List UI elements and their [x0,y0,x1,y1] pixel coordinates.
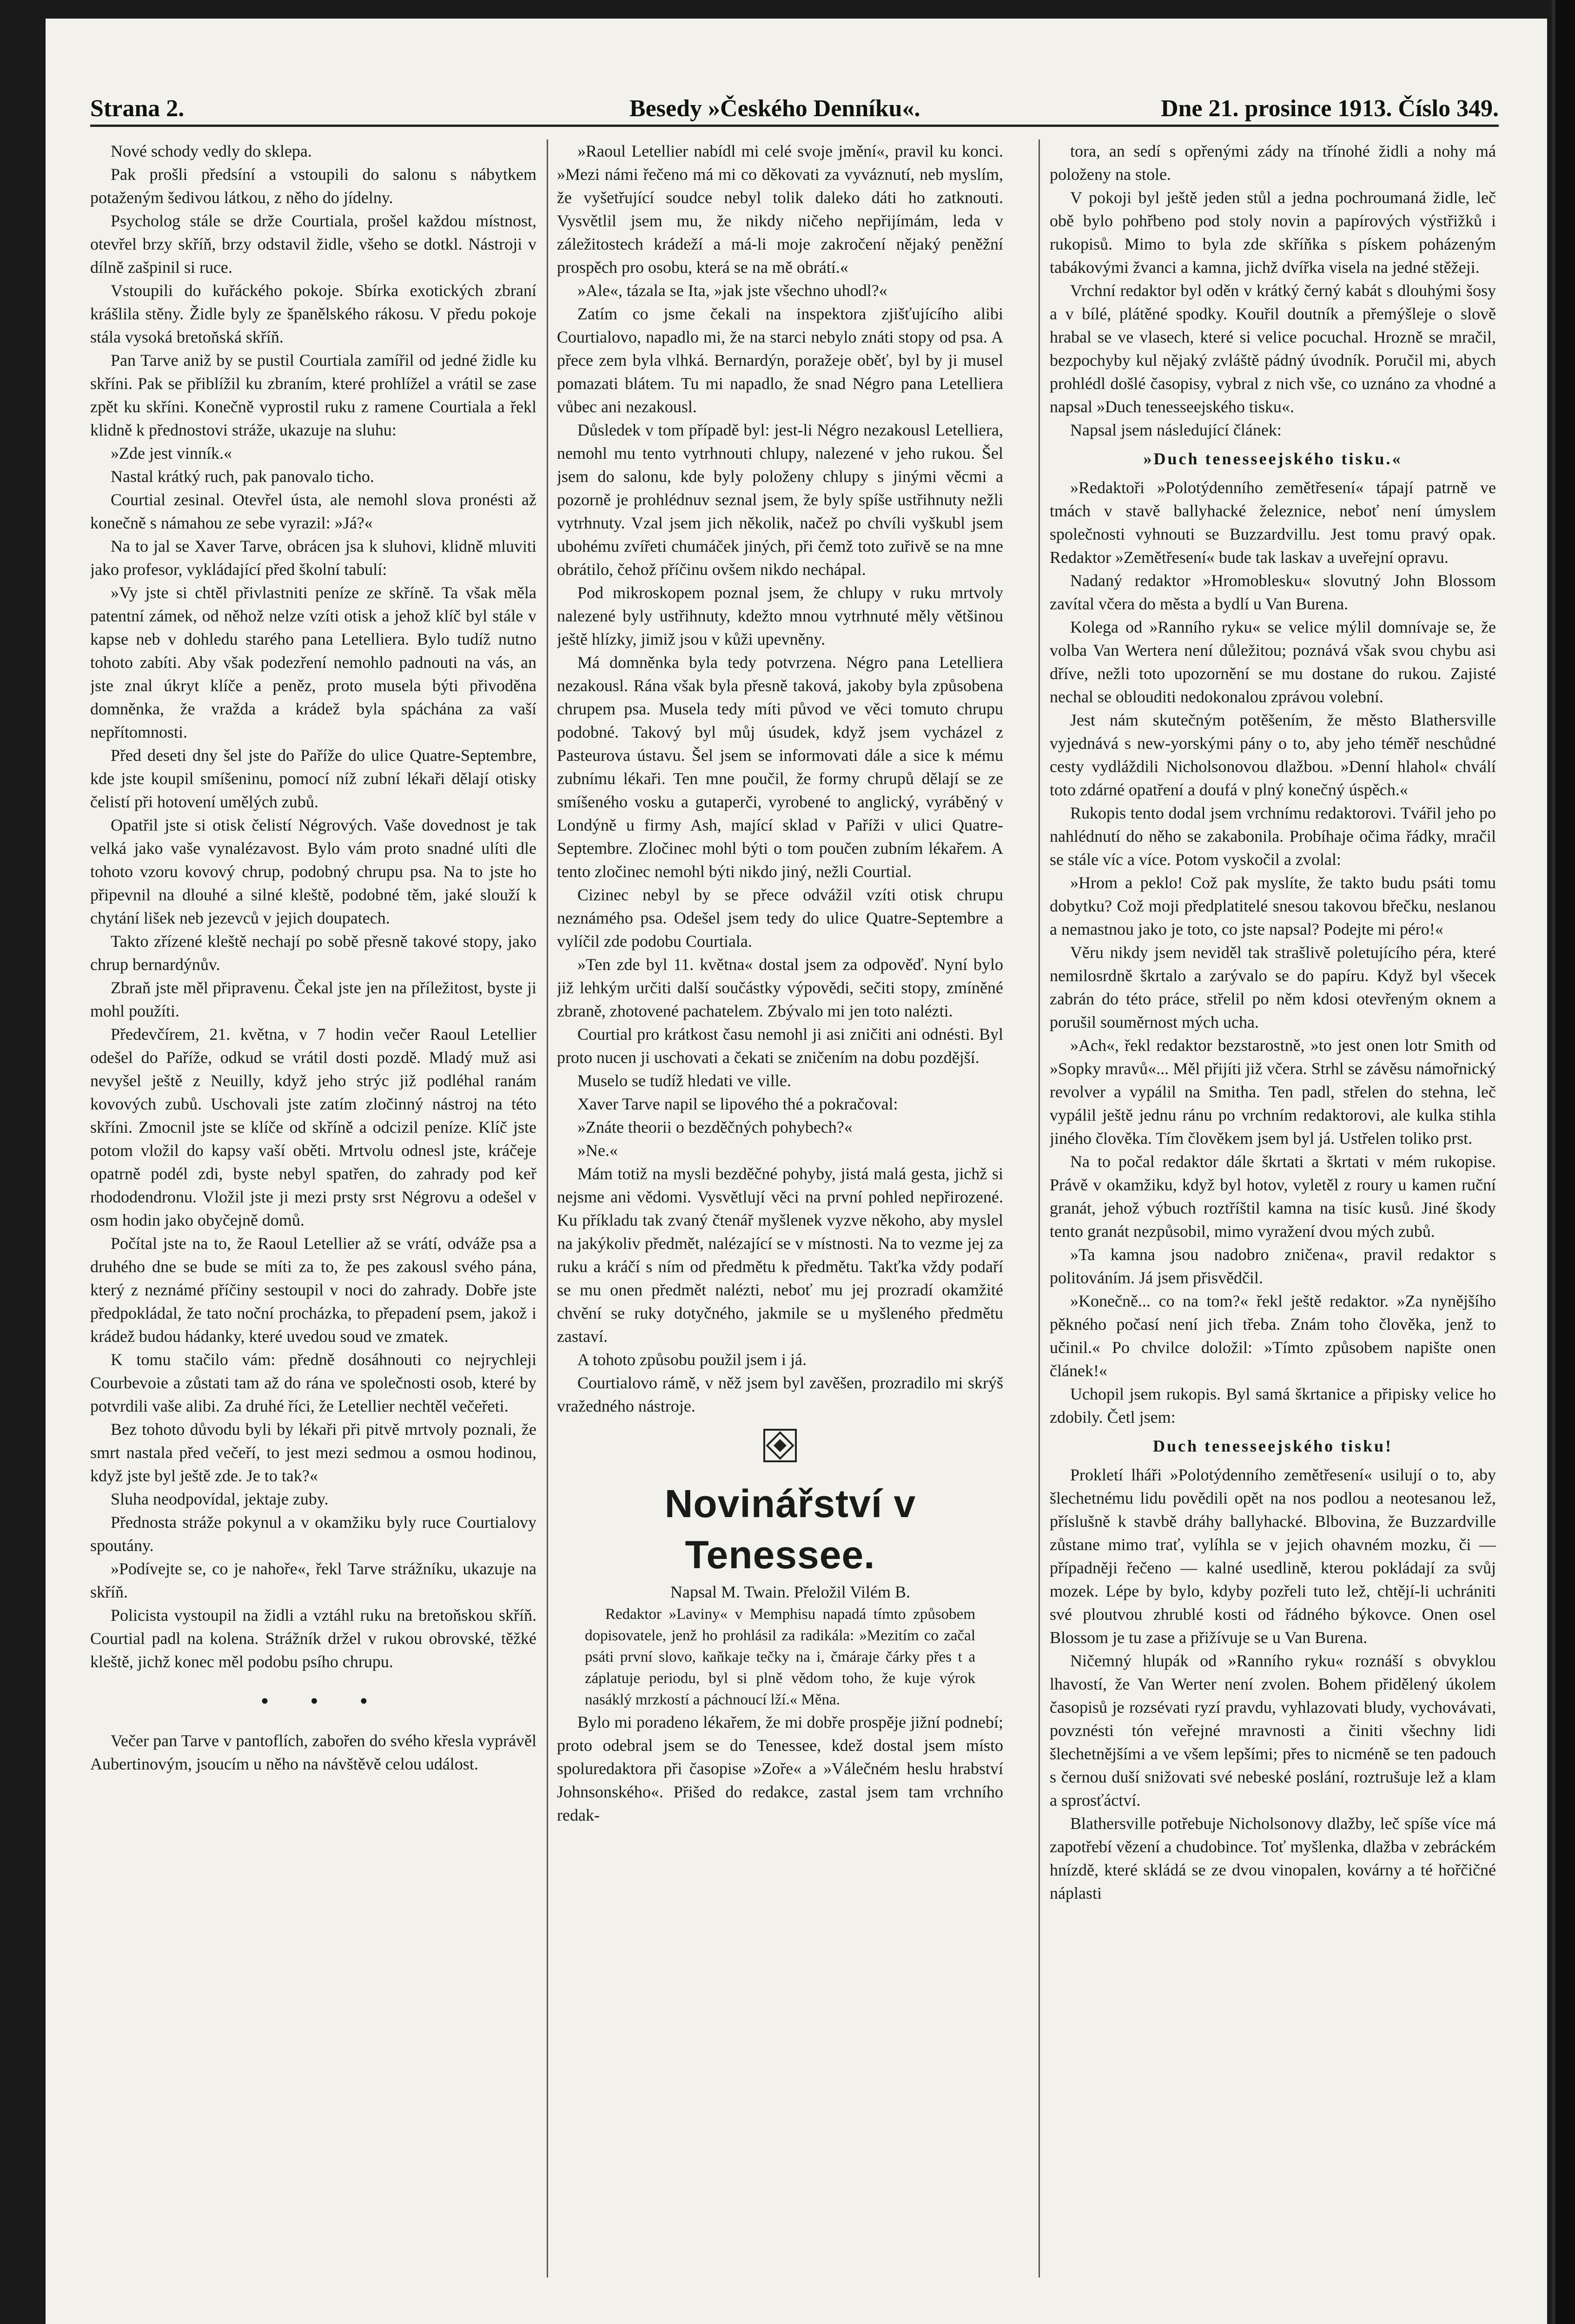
paragraph: Bylo mi poradeno lékařem, že mi dobře prospěje jižní podnebí; proto odebral jsem se do Tenessee, kdež dostal jsem místo spoluredaktora při časopise »Zoře« a »Válečném heslu hrabství Johnsonského«. Přišed do redakce, zastal jsem tam vrchního redak- [557,1713,1003,1824]
column-rule-2 [1039,139,1040,2278]
section-heading-2: Duch tenesseejského tisku! [1152,1437,1393,1455]
publication-title: Besedy »Českého Denníku«. [629,95,920,122]
paragraph: Jest nám skutečným potěšením, že město Blathersville vyjednává s new-yorskými pány o to, aby jeho téměř neschůdné cesty vydláždili Nicholsonovou dlažbou. »Denní hlahol« chválí toto zdárné opatření a doufá v plný konečný úspěch.« [1050,711,1496,799]
paragraph: »Ne.« [577,1141,618,1160]
article-byline: Napsal M. Twain. Přeložil Vilém B. [670,1583,910,1601]
paragraph: Na to počal redaktor dále škrtati a škrtati v mém rukopise. Právě v okamžiku, když byl hotov, vyletěl z roury u kamen ruční granát, jehož výbuch roztříštil kamna na tisíc kusů. Jiné škody tento granát nezpůsobil, mimo vyražení dvou mých zubů. [1050,1152,1496,1241]
paragraph: Pan Tarve aniž by se pustil Courtiala zamířil od jedné židle ku skříni. Pak se přiblížil ku zbraním, které prohlížel a vrátil se zase zpět ku skříni. Konečně vyprostil ruku z ramene Courtiala a řekl klidně k přednostovi stráže, ukazuje na sluhu: [90,351,536,439]
paragraph: »Ta kamna jsou nadobro zničena«, pravil redaktor s politováním. Já jsem přisvědčil. [1050,1245,1496,1287]
paragraph: Courtialovo rámě, v něž jsem byl zavěšen, prozradilo mi skrýš vražedného nástroje. [557,1373,1003,1415]
column-1-closing: Večer pan Tarve v pantoflích, zabořen do svého křesla vyprávěl Aubertinovým, jsoucím u něho na návštěvě celou událost. [90,1731,536,1773]
paragraph: Prokletí lháři »Polotýdenního zemětřesení« usilují o to, aby šlechetnému lidu povědili opět na nos podlou a neotesanou lež, příslušně k stavbě dráhy ballyhacké. Blbovina, že Buzzardville zůstane mimo trať, vylíhla se v jejich ohavném mozku, či — případněji řečeno — kalné usedlině, kterou pokládají za svůj mozek. Lépe by bylo, kdyby pozřeli tuto lež, chtějí-li uchrániti své ploutvou zhrublé kosti od řádného býkovce. Onen osel Blossom je tu zase a přižívuje se u Van Burena. [1050,1466,1496,1647]
paragraph: Má domněnka byla tedy potvrzena. Négro pana Letelliera nezakousl. Rána však byla přesně taková, jakoby byla způsobena chrupem psa. Musela tedy míti původ ve věci tomuto chrupu podobné. Takový byl můj úsudek, když jsem vycházel z Pasteurova ústavu. Šel jsem se informovati dále a sice k mému zubnímu lékaři. Ten mne poučil, že formy chrupů dělají se ze smíšeného vosku a gutaperči, vyrobené to anglický, vyráběný v Londýně u firmy Ash, mající sklad v Paříži v ulici Quatre-Septembre. Zločinec mohl býti o tom poučen zubním lékařem. A tento zločinec nemohl býti nikdo jiný, nežli Courtial. [557,653,1003,881]
paragraph: Pak prošli předsíní a vstoupili do salonu s nábytkem potaženým šedivou látkou, z něho do jídelny. [90,165,536,207]
paragraph: Opatřil jste si otisk čelistí Négrových. Vaše dovednost je tak velká jako vaše vynalézavost. Bylo vám proto snadné ulíti dle tohoto vzoru kovový chrup, podobný chrupu psa. Na to jste ho připevnil na dlouhé a silné kleště, podobné těm, jaké slouží k chytání lišek neb jezevců v jejich doupatech. [90,816,536,927]
column-2-paragraphs-bottom [557,1710,1003,1827]
paragraph: V pokoji byl ještě jeden stůl a jedna pochroumaná židle, leč obě bylo pohřbeno pod stoly novin a papírových výstřižků i rukopisů. Mimo to byla zde skříňka s pískem poházeným tabákovými žvanci a kamna, jichž dvířka visela na jedné stěžeji. [1050,188,1496,277]
paragraph: »Zde jest vinník.« [111,444,232,462]
paragraph: »Konečně... co na tom?« řekl ještě redaktor. »Za nynějšího pěkného počasí není jich třeba. Znám toho člověka, jenž to učinil.« Po chvilce doložil: »Tímto způsobem napište onen článek!« [1050,1292,1496,1380]
paragraph: Před deseti dny šel jste do Paříže do ulice Quatre-Septembre, kde jste koupil smíšeninu, pomocí níž zubní lékaři dělají otisky čelistí při hotovení umělých zubů. [90,746,536,811]
paragraph: Vstoupili do kuřáckého pokoje. Sbírka exotických zbraní krášlila stěny. Židle byly ze španělského rákosu. V předu pokoje stála vysoká bretoňská skříň. [90,281,536,346]
section-separator: • • • [261,1690,386,1712]
paragraph: »Redaktoři »Polotýdenního zemětřesení« tápají patrně ve tmách v stavě ballyhacké železnice, neboť není úmyslem společnosti vyhnouti se Buzzardvillu. Jest tomu pravý opak. Redaktor »Zemětřesení« bude tak laskav a uveřejní opravu. [1050,478,1496,567]
paragraph: Vrchní redaktor byl oděn v krátký černý kabát s dlouhými šosy a v bílé, plátěné spodky. Kouřil doutník a přemýšleje o slově hrabal se ve vlasech, které si velice pocuchal. Hrozně se mračil, bezpochyby kul nějaký zvláště pádný úvodník. Poručil mi, abych prohlédl došlé časopisy, vybral z nich vše, co uznáno za vhodné a napsal »Duch tenesseejského tisku«. [1050,281,1496,416]
column-1 [90,139,536,2278]
paragraph: Uchopil jsem rukopis. Byl samá škrtanice a připisky velice ho zdobily. Četl jsem: [1050,1385,1496,1426]
paragraph: Rukopis tento dodal jsem vrchnímu redaktorovi. Tvářil jeho po nahlédnutí do něho se zakabonila. Probíhaje očima řádky, mračil se stále víc a více. Potom vyskočil a zvolal: [1050,804,1496,869]
paragraph: Přednosta stráže pokynul a v okamžiku byly ruce Courtialovy spoutány. [90,1513,536,1555]
article-intro: Redaktor »Laviny« v Memphisu napadá tímto způsobem dopisovatele, jenž ho prohlásil za radikála: »Mezitím co začal psáti první slovo, kaňkaje tečky na i, čmáraje čárky přes t a záplatuje periodu, byl si plně vědom toho, že kuje výrok nasáklý mrzkostí a páchnoucí lží.« Měna. [585,1606,975,1708]
paragraph: Na to jal se Xaver Tarve, obrácen jsa k sluhovi, klidně mluviti jako profesor, vykládající před školní tabulí: [90,537,536,579]
paragraph: Xaver Tarve napil se lipového thé a pokračoval: [577,1095,898,1113]
paragraph: »Raoul Letellier nabídl mi celé svoje jmění«, pravil ku konci. »Mezi námi řečeno má mi co děkovati za vyváznutí, neb myslím, že vyšetřující soudce nebyl tolik daleko dáti ho zatknouti. Vysvětlil jsem mu, že nikdy ničeho nepřijímám, leda v záležitostech krádeží a má-li moje zakročení nějaký peněžní prospěch pro osobu, která se na mě obrátí.« [557,142,1003,277]
paragraph: Courtial zesinal. Otevřel ústa, ale nemohl slova pronésti až konečně s námahou ze sebe vyrazil: »Já?« [90,490,536,532]
paragraph: Zatím co jsme čekali na inspektora zjišťujícího alibi Courtialovo, napadlo mi, že na starci nebylo znáti stopy od psa. A přece zem byla vlhká. Bernardýn, poražeje oběť, byl by ji musel pomazati blátem. Tu mi napadlo, že snad Négro pana Letelliera vůbec ani nezakousl. [557,304,1003,416]
article-title: Novinářství v Tenessee. [664,1482,916,1577]
paragraph: Blathersville potřebuje Nicholsonovy dlažby, leč spíše více má zapotřebí vězení a chudobince. Toť myšlenka, dlažba v zebráckém hnízdě, které skládá se ze dvou vinopalen, kovárny a té hořčičné náplasti [1050,1814,1496,1902]
paragraph: Sluha neodpovídal, jektaje zuby. [111,1490,329,1508]
column-3 [1050,139,1496,2278]
diamond-ornament-icon [761,1427,799,1464]
scan-edge-strip [1552,0,1575,2324]
paragraph: Počítal jste na to, že Raoul Letellier až se vrátí, odváže psa a druhého dne se bude se míti za to, že pes zakousl svého pána, který z neznámé příčiny sestoupil v noci do zahrady. Dobře jste předpokládal, že tato noční procházka, to přepadení psem, jakož i krádež budou hádanky, které uvedou soud ve zmatek. [90,1234,536,1346]
paragraph: »Ach«, řekl redaktor bezstarostně, »to jest onen lotr Smith od »Sopky mravů«... Měl přijíti již včera. Strhl se závěsu námořnický revolver a vypálil na Smitha. Ten padl, střelen do stehna, leč vypálil ještě jednu ránu po vrchním redaktorovi, ale kulka stihla jiného člověka. Tím člověkem jsem byl já. Ustřelen toliko prst. [1050,1036,1496,1148]
paragraph: Ničemný hlupák od »Ranního ryku« roznáší s obvyklou lhavostí, že Van Werter není zvolen. Bohem přidělený úkolem časopisů je rozsévati ryzí pravdu, vyhlazovati bludy, vychovávati, povznésti tón veřejné mravnosti a činiti všechny lidi šlechetnějšími a ve všem lepšími; přes to nicméně se ten padouch s černou duší snižovati své nebeské poslání, roztrušuje lež a klam a sprosťáctví. [1050,1651,1496,1809]
paragraph: Takto zřízené kleště nechají po sobě přesně takové stopy, jako chrup bernardýnův. [90,932,536,974]
paragraph: Mám totiž na mysli bezděčné pohyby, jistá malá gesta, jichž si nejsme ani vědomi. Vysvětlují věci na první pohled nepřirozené. Ku příkladu tak zvaný čtenář myšlenek vyzve někoho, aby myslel na jakýkoliv předmět, nalézající se v místnosti. Na to vezme jej za ruku a kráčí s ním od předmětu k předmětu. Takťka vždy podaří se mu onen předmět nalézti, neboť mu jej prozradí okamžité chvění se ruky dotyčného, jakmile se u myšleného předmětu zastaví. [557,1164,1003,1346]
paragraph: »Hrom a peklo! Což pak myslíte, že takto budu psáti tomu dobytku? Což moji předplatitelé snesou takovou břečku, neslanou a nemastnou jako je toto, co jste napsal? Podejte mi péro!« [1050,873,1496,938]
column-2 [557,139,1003,2278]
paragraph: Psycholog stále se drže Courtiala, prošel každou místnost, otevřel brzy skříň, brzy odstavil židle, všeho se dotkl. Nástroji v dílně zašpinil si ruce. [90,211,536,277]
paragraph: Napsal jsem následující článek: [1070,421,1282,439]
column-3-paragraphs-a [1050,139,1496,442]
paragraph: Nadaný redaktor »Hromoblesku« slovutný John Blossom zavítal včera do města a bydlí u Van Burena. [1050,571,1496,613]
page-number: Strana 2. [90,95,185,122]
paragraph: Cizinec nebyl by se přece odvážil vzíti otisk chrupu neznámého psa. Odešel jsem tedy do ulice Quatre-Septembre a vylíčil zde podobu Courtiala. [557,885,1003,951]
paragraph: Zbraň jste měl připravenu. Čekal jste jen na příležitost, byste ji mohl použíti. [90,978,536,1020]
page-header [90,88,1499,127]
newspaper-page [46,19,1547,2324]
paragraph: Nastal krátký ruch, pak panovalo ticho. [111,467,374,486]
column-3-paragraphs-c [1050,1463,1496,1905]
paragraph: »Ten zde byl 11. května« dostal jsem za odpověď. Nyní bylo již lehkým určiti další součástky výpovědi, sečiti stopy, zmíněné zbraně, zhotovené pachatelem. Zbývalo mi jen toto nalézti. [557,955,1003,1020]
paragraph: Nové schody vedly do sklepa. [111,142,312,160]
paragraph: K tomu stačilo vám: předně dosáhnouti co nejrychleji Courbevoie a zůstati tam až do rána ve společnosti osob, které by potvrdili vaše alibi. Za druhé říci, že Letellier nechtěl večeřeti. [90,1350,536,1415]
column-3-paragraphs-b [1050,476,1496,1429]
column-2-paragraphs-top [557,139,1003,1418]
column-rule-1 [547,139,548,2278]
paragraph: Policista vystoupil na židli a vztáhl ruku na bretoňskou skříň. Courtial padl na kolena. Strážník držel v rukou obrovské, těžké kleště, jichž konec měl podobu psího chrupu. [90,1606,536,1671]
paragraph: Věru nikdy jsem neviděl tak strašlivě poletujícího péra, které nemilosrdně škrtalo a zarývalo se do papíru. Když byl všecek zabrán do této práce, střelil po něm kdosi otevřeným oknem a porušil souměrnost mých ucha. [1050,943,1496,1031]
ornament [557,1427,1003,1478]
paragraph: »Vy jste si chtěl přivlastniti peníze ze skříně. Ta však měla patentní zámek, od něhož nelze vzíti otisk a jehož klíč byl stále v kapse neb v dohledu starého pana Letelliera. Bylo tudíž nutno tohoto zabíti. Aby však podezření nemohlo padnouti na vás, an jste znal úkryt klíče a peněz, proto musela býti přivoděna domněnka, že vražda a krádež byla spáchána za vaší nepřítomnosti. [90,583,536,741]
paragraph: tora, an sedí s opřenými zády na třínohé židli a nohy má položeny na stole. [1050,142,1496,184]
paragraph: Muselo se tudíž hledati ve ville. [577,1071,791,1090]
column-1-paragraphs [90,139,536,1673]
paragraph: Courtial pro krátkost času nemohl ji asi zničiti ani odnésti. Byl proto nucen ji uschovati a čekati se zničením na dobu pozdější. [557,1025,1003,1067]
paragraph: Kolega od »Ranního ryku« se velice mýlil domnívaje se, že volba Van Wertera není důležitou; poznává však svou chybu asi dříve, nežli toto upozornění se mu dostane do rukou. Zajisté nechal se oblouditi nedokonalou zprávou volební. [1050,618,1496,706]
paragraph: »Znáte theorii o bezděčných pohybech?« [577,1118,853,1136]
paragraph: A tohoto způsobu použil jsem i já. [577,1350,807,1369]
issue-date: Dne 21. prosince 1913. Číslo 349. [1160,95,1499,122]
paragraph: Důsledek v tom případě byl: jest-li Négro nezakousl Letelliera, nemohl mu tento vytrhnouti chlupy, nalezené v jeho rukou. Šel jsem do salonu, kde byly položeny chlupy s jinými věcmi a pozorně je prohlédnuv seznal jsem, že byly spíše ustřihnuty nežli vytrhnuty. Vzal jsem jich několik, načež po chvíli vyškubl jsem ubohému zvířeti chumáček jiných, při čemž toto zuřivě se na mne obrátilo, čehož příčinu ovšem nikdo nechápal. [557,421,1003,579]
section-heading-1: »Duch tenesseejského tisku.« [1143,449,1403,468]
paragraph: Pod mikroskopem poznal jsem, že chlupy v ruku mrtvoly nalezené byly ustřihnuty, kdežto mnou vytrhnuté měly většinou ještě hlízky, jimiž jsou v kůži upevněny. [557,583,1003,648]
paragraph: Předevčírem, 21. května, v 7 hodin večer Raoul Letellier odešel do Paříže, odkud se vrátil dosti pozdě. Mladý muž asi nevyšel ještě z Neuilly, když jeho strýc již podléhal ranám kovových zubů. Uschovali jste zatím zločinný nástroj na této skříni. Zmocnil jste se klíče od skříně a odcizil peníze. Klíč jste potom vložil do kapsy vaší oběti. Mrtvolu odnesl jste, kráčeje opatrně podél zdi, byste nebyl spatřen, do zahrady pod keř rhododendronu. Vložil jste ji mezi prsty srst Négrovu a odešel v osm hodin jako obyčejně domů. [90,1025,536,1229]
paragraph: »Podívejte se, co je nahoře«, řekl Tarve strážníku, ukazuje na skříň. [90,1559,536,1601]
paragraph: »Ale«, tázala se Ita, »jak jste všechno uhodl?« [577,281,887,300]
paragraph: Bez tohoto důvodu byli by lékaři při pitvě mrtvoly poznali, že smrt nastala před večeří, to jest mezi sedmou a osmou hodinou, když jste byl ještě zde. Je to tak?« [90,1420,536,1485]
